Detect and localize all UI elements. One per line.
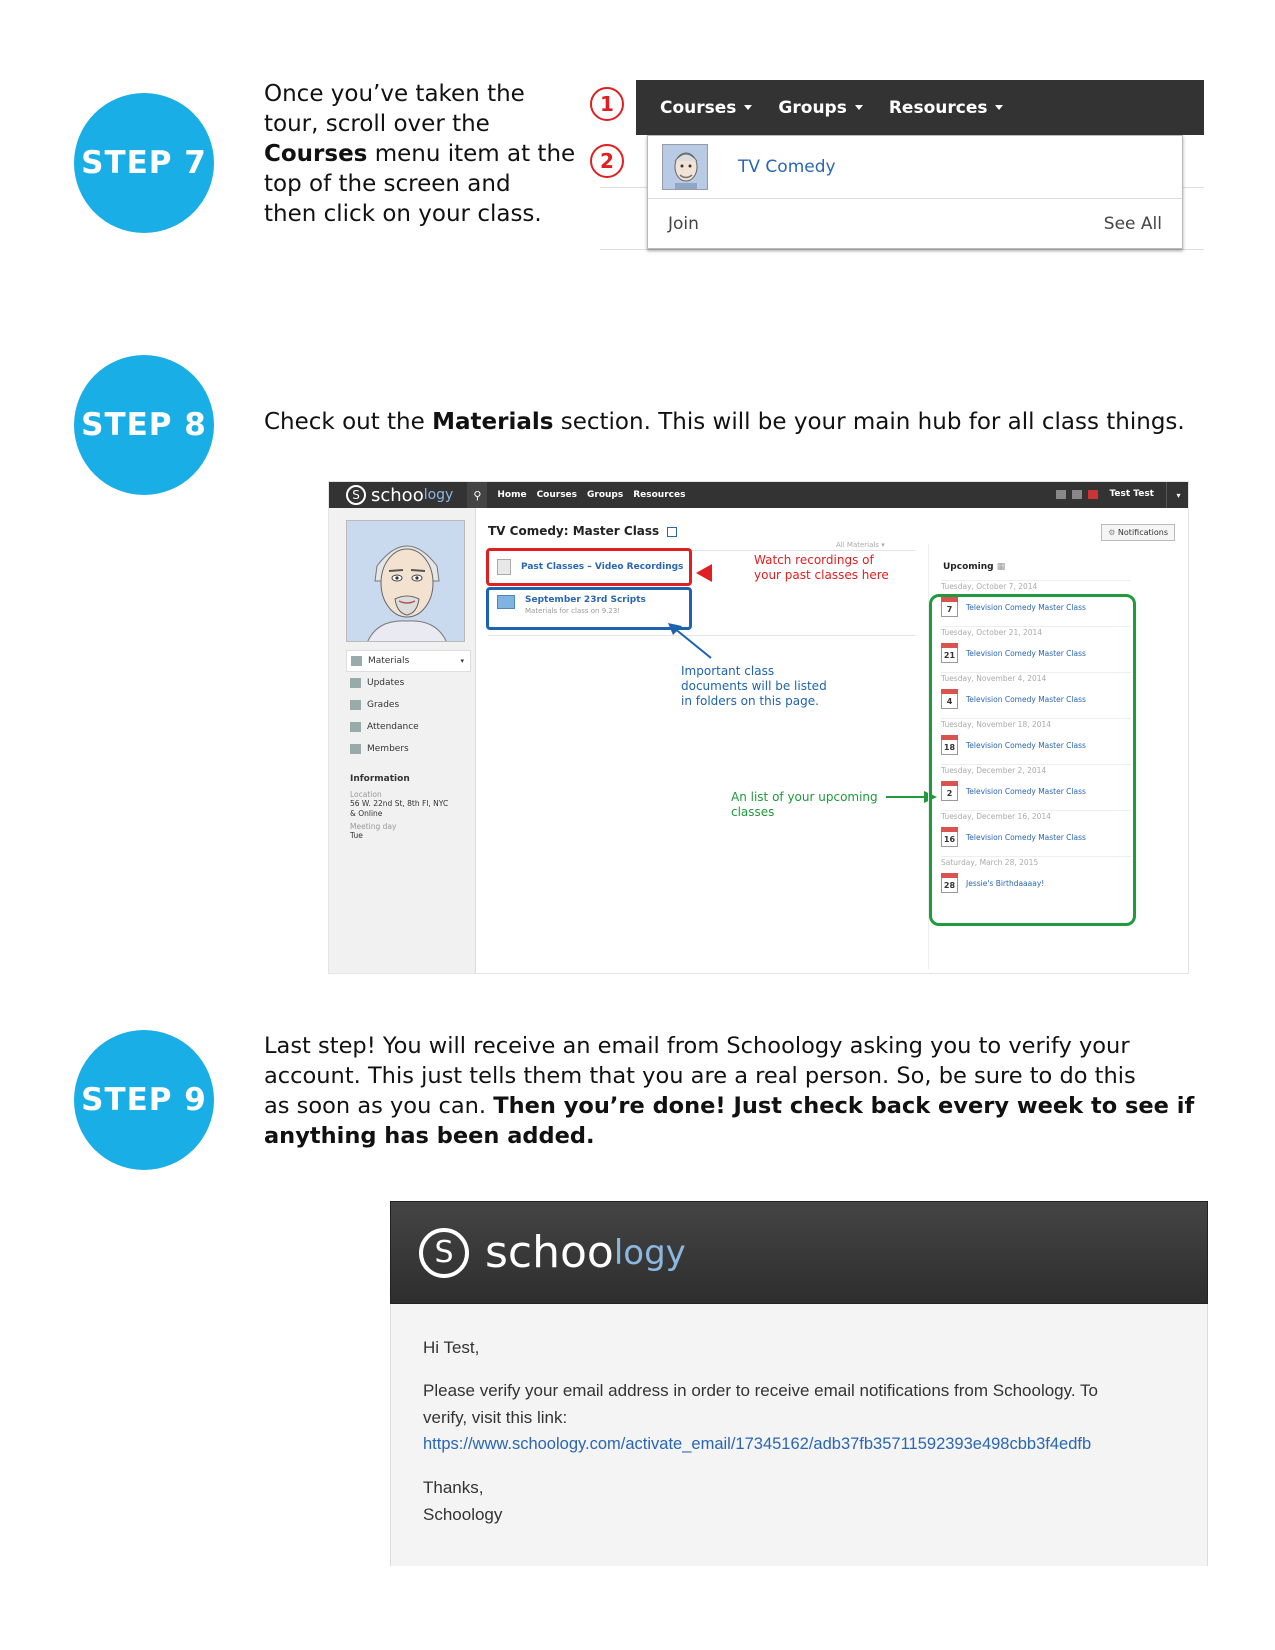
courses-dropdown bbox=[647, 135, 1183, 249]
course-name: TV Comedy bbox=[738, 157, 836, 177]
event-date: Tuesday, November 18, 2014 bbox=[941, 718, 1131, 730]
upcoming-entry bbox=[941, 580, 1131, 623]
caret-down-icon bbox=[744, 105, 752, 110]
location-line-1: 56 W. 22nd St, 8th Fl, NYC bbox=[350, 799, 449, 808]
annotation-line: your past classes here bbox=[754, 568, 889, 582]
event-row[interactable] bbox=[941, 638, 1131, 669]
event-title: Television Comedy Master Class bbox=[966, 833, 1086, 842]
event-date: Tuesday, November 4, 2014 bbox=[941, 672, 1131, 684]
grades-icon bbox=[350, 700, 361, 710]
information-heading: Information bbox=[350, 774, 410, 784]
marker-1: 1 bbox=[590, 87, 624, 121]
background-divider bbox=[600, 249, 1204, 250]
step-7-line-3 bbox=[264, 139, 594, 169]
upcoming-list bbox=[941, 564, 1131, 899]
folder-description: Materials for class on 9.23! bbox=[525, 607, 621, 615]
document-icon bbox=[497, 559, 511, 575]
event-date: Saturday, March 28, 2015 bbox=[941, 856, 1131, 868]
logo-text-a: schoo bbox=[371, 484, 424, 506]
calendar-day-icon: 2 bbox=[941, 783, 958, 801]
notifications-icon[interactable] bbox=[1088, 490, 1098, 499]
marker-2: 2 bbox=[590, 144, 624, 178]
meeting-day-value: Tue bbox=[350, 831, 363, 840]
menu-groups-label: Groups bbox=[778, 97, 847, 118]
logo-text-b: logy bbox=[423, 487, 454, 503]
course-profile-image bbox=[346, 520, 465, 642]
course-avatar bbox=[662, 144, 708, 190]
email-line: Please verify your email address in order to receive email notifications from Schoology. To bbox=[423, 1381, 1098, 1400]
menu-courses[interactable] bbox=[660, 98, 752, 118]
sidebar-item-attendance[interactable] bbox=[346, 716, 471, 738]
calendar-day-icon: 28 bbox=[941, 875, 958, 893]
caret-down-icon bbox=[995, 105, 1003, 110]
calendar-day-icon: 21 bbox=[941, 645, 958, 663]
step-9-emphasis: Then you’re done! Just check back every week to see if bbox=[493, 1093, 1195, 1119]
upcoming-entry bbox=[941, 718, 1131, 761]
course-option-tv-comedy[interactable] bbox=[648, 136, 1182, 199]
material-past-classes[interactable] bbox=[486, 548, 692, 586]
upcoming-entry bbox=[941, 856, 1131, 899]
calendar-icon: ▦ bbox=[996, 562, 1006, 572]
user-menu-caret-icon[interactable]: ▾ bbox=[1166, 482, 1189, 508]
sidebar-label: Updates bbox=[367, 678, 405, 688]
courses-emphasis: Courses bbox=[264, 141, 368, 167]
nav-resources[interactable]: Resources bbox=[633, 490, 686, 500]
email-greeting: Hi Test, bbox=[423, 1338, 480, 1357]
sidebar-item-grades[interactable] bbox=[346, 694, 471, 716]
annotation-line: An list of your upcoming bbox=[731, 790, 878, 804]
step-8-text-pre: Check out the bbox=[264, 409, 433, 435]
location-label: Location bbox=[350, 790, 382, 799]
event-title: Television Comedy Master Class bbox=[966, 695, 1086, 704]
step-9-line-3 bbox=[264, 1091, 1224, 1121]
course-main-panel bbox=[475, 508, 1189, 973]
step-7-instructions bbox=[264, 79, 594, 229]
email-message bbox=[423, 1377, 1175, 1458]
sidebar-label: Grades bbox=[367, 700, 400, 710]
annotation-upcoming bbox=[731, 790, 878, 820]
course-info-icon[interactable] bbox=[667, 527, 677, 537]
email-header bbox=[390, 1201, 1208, 1304]
annotation-line: Watch recordings of bbox=[754, 553, 874, 567]
event-title: Television Comedy Master Class bbox=[966, 787, 1086, 796]
sidebar-label: Attendance bbox=[367, 722, 419, 732]
upcoming-column bbox=[928, 544, 1188, 969]
messages-icon[interactable] bbox=[1056, 490, 1066, 499]
upcoming-label: Upcoming bbox=[943, 562, 994, 572]
step-7-line-4: top of the screen and bbox=[264, 171, 511, 197]
sidebar-item-members[interactable] bbox=[346, 738, 471, 760]
step-8-badge: STEP 8 bbox=[74, 355, 214, 495]
step-7-badge: STEP 7 bbox=[74, 93, 214, 233]
join-link[interactable]: Join bbox=[668, 214, 699, 234]
annotation-line: classes bbox=[731, 805, 775, 819]
course-sidebar bbox=[346, 650, 471, 841]
all-materials-label: All Materials bbox=[836, 541, 879, 549]
search-icon[interactable]: ⚲ bbox=[467, 482, 487, 508]
step-7-line-5: then click on your class. bbox=[264, 201, 542, 227]
dropdown-footer bbox=[648, 199, 1182, 249]
user-name[interactable]: Test Test bbox=[1109, 489, 1154, 499]
step-9-line-4 bbox=[264, 1121, 1224, 1151]
event-date: Tuesday, December 16, 2014 bbox=[941, 810, 1131, 822]
annotation-line: in folders on this page. bbox=[681, 694, 819, 708]
notifications-button[interactable] bbox=[1101, 524, 1175, 541]
upcoming-entry bbox=[941, 810, 1131, 853]
schoology-nav bbox=[467, 482, 695, 508]
red-arrow-icon bbox=[696, 564, 712, 582]
menu-resources[interactable] bbox=[889, 98, 1004, 118]
event-date: Tuesday, October 7, 2014 bbox=[941, 580, 1131, 592]
updates-icon bbox=[350, 678, 361, 688]
event-row[interactable] bbox=[941, 868, 1131, 899]
step-8-instructions bbox=[264, 407, 1224, 437]
sidebar-label: Members bbox=[367, 744, 409, 754]
chevron-down-icon: ▾ bbox=[460, 657, 464, 665]
email-line: verify, visit this link: bbox=[423, 1408, 568, 1427]
calendar-day-icon: 18 bbox=[941, 737, 958, 755]
schoology-s-icon: S bbox=[419, 1228, 469, 1278]
event-title: Jessie's Birthdaaaay! bbox=[966, 879, 1045, 888]
notifications-label: Notifications bbox=[1117, 528, 1168, 537]
event-row[interactable] bbox=[941, 730, 1131, 761]
step-9-line-2: account. This just tells them that you are a real person. So, be sure to do this bbox=[264, 1063, 1136, 1089]
menu-resources-label: Resources bbox=[888, 97, 988, 118]
menu-courses-label: Courses bbox=[660, 97, 737, 118]
see-all-link[interactable]: See All bbox=[1103, 214, 1162, 234]
email-schoology-logo bbox=[419, 1227, 686, 1278]
attendance-icon bbox=[350, 722, 361, 732]
email-logo-text-b: logy bbox=[613, 1232, 686, 1273]
event-title: Television Comedy Master Class bbox=[966, 741, 1086, 750]
sidebar-item-materials[interactable] bbox=[346, 650, 471, 672]
nav-groups[interactable]: Groups bbox=[587, 490, 624, 500]
event-row[interactable] bbox=[941, 592, 1131, 623]
all-materials-filter[interactable]: All Materials ▾ bbox=[836, 541, 885, 549]
step-7-line-3-rest: menu item at the bbox=[367, 141, 576, 167]
email-signature: Schoology bbox=[423, 1505, 503, 1524]
annotation-recordings bbox=[754, 553, 889, 583]
meeting-day-label: Meeting day bbox=[350, 822, 397, 831]
event-row[interactable] bbox=[941, 684, 1131, 715]
step-9-emphasis-end: anything has been added. bbox=[264, 1123, 595, 1149]
sidebar-item-updates[interactable] bbox=[346, 672, 471, 694]
sidebar-label: Materials bbox=[368, 656, 410, 666]
top-menu-bar bbox=[636, 80, 1204, 135]
event-date: Tuesday, December 2, 2014 bbox=[941, 764, 1131, 776]
members-icon bbox=[350, 744, 361, 754]
nav-courses[interactable]: Courses bbox=[536, 490, 578, 500]
header-icons bbox=[1050, 490, 1098, 499]
event-title: Television Comedy Master Class bbox=[966, 603, 1086, 612]
step-8-text-post: section. This will be your main hub for all class things. bbox=[553, 409, 1185, 435]
calendar-day-icon: 4 bbox=[941, 691, 958, 709]
event-row[interactable] bbox=[941, 822, 1131, 853]
step-9-line-1: Last step! You will receive an email from Schoology asking you to verify your bbox=[264, 1033, 1130, 1059]
schoology-s-icon: S bbox=[346, 485, 366, 505]
annotation-line: Important class bbox=[681, 664, 775, 678]
event-title: Television Comedy Master Class bbox=[966, 649, 1086, 658]
annotation-documents bbox=[681, 664, 827, 709]
requests-icon[interactable] bbox=[1072, 490, 1082, 499]
calendar-day-icon: 16 bbox=[941, 829, 958, 847]
page-title bbox=[488, 524, 677, 538]
email-closing: Thanks, bbox=[423, 1478, 484, 1497]
step-9-instructions bbox=[264, 1031, 1224, 1151]
step-9-line-3-pre: as soon as you can. bbox=[264, 1093, 494, 1119]
verify-link[interactable]: https://www.schoology.com/activate_email/17345162/adb37fb35711592393e498cbb3f4edfb bbox=[423, 1435, 1092, 1453]
menu-groups[interactable] bbox=[778, 98, 862, 118]
step-9-badge: STEP 9 bbox=[74, 1030, 214, 1170]
background-fragment bbox=[628, 148, 640, 178]
event-row[interactable] bbox=[941, 776, 1131, 807]
annotation-line: documents will be listed bbox=[681, 679, 827, 693]
nav-home[interactable]: Home bbox=[497, 490, 527, 500]
event-date: Tuesday, October 21, 2014 bbox=[941, 626, 1131, 638]
upcoming-entry bbox=[941, 764, 1131, 807]
folder-title: September 23rd Scripts bbox=[525, 595, 646, 605]
schoology-header bbox=[329, 482, 1189, 508]
materials-emphasis: Materials bbox=[432, 409, 554, 435]
materials-icon bbox=[351, 656, 362, 666]
email-logo-text-a: schoo bbox=[485, 1227, 614, 1278]
step-7-line-1: Once you’ve taken the bbox=[264, 81, 525, 107]
email-body bbox=[390, 1304, 1208, 1566]
location-line-2: & Online bbox=[350, 809, 383, 818]
folder-row bbox=[497, 595, 689, 615]
material-september-scripts[interactable] bbox=[486, 587, 692, 630]
caret-down-icon bbox=[855, 105, 863, 110]
schoology-course-screenshot bbox=[328, 481, 1189, 974]
gear-icon: ⚙ bbox=[1108, 528, 1116, 537]
folder-icon bbox=[497, 595, 515, 609]
upcoming-entry bbox=[941, 626, 1131, 669]
schoology-logo[interactable] bbox=[346, 485, 453, 506]
folder-text bbox=[525, 595, 646, 615]
upcoming-entry bbox=[941, 672, 1131, 715]
calendar-day-icon: 7 bbox=[941, 599, 958, 617]
material-title: Past Classes – Video Recordings bbox=[521, 562, 684, 572]
page-title-text: TV Comedy: Master Class bbox=[488, 524, 660, 538]
blue-arrow-icon bbox=[666, 622, 716, 662]
step-7-line-2: tour, scroll over the bbox=[264, 111, 490, 137]
